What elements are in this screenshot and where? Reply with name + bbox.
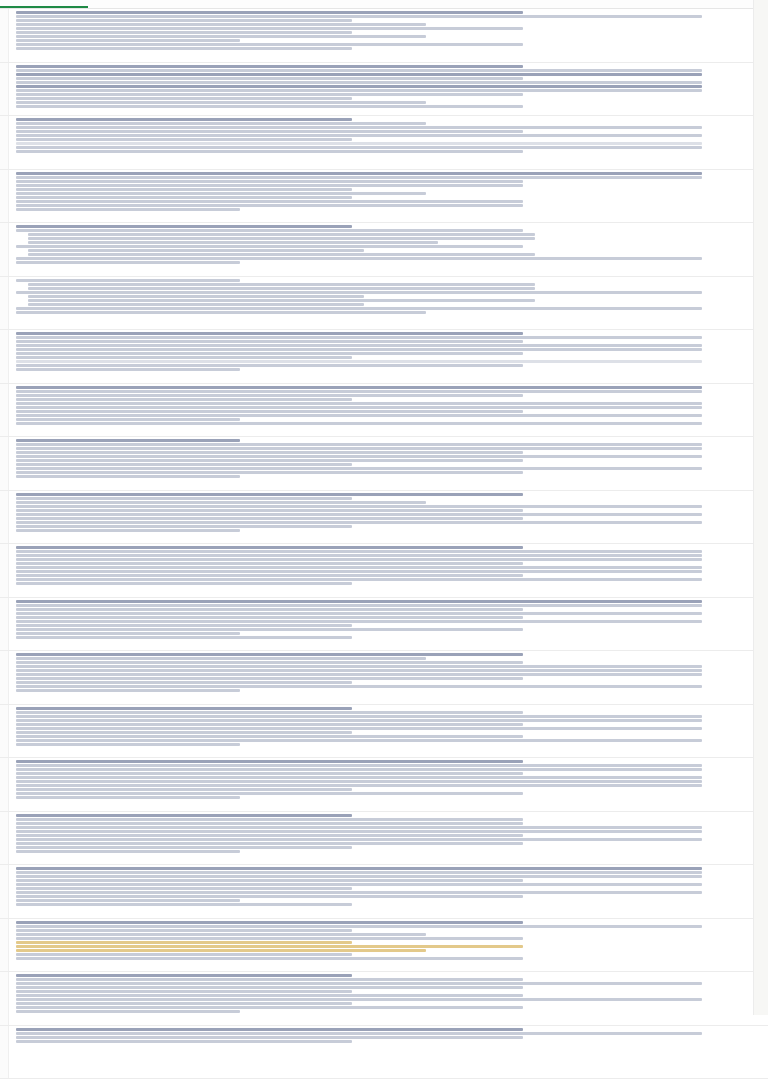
text-line [16,846,352,849]
text-line [16,796,240,799]
text-line [16,895,523,898]
text-line [16,525,352,528]
text-line [16,291,702,294]
text-line [16,582,352,585]
text-line [16,105,523,108]
row-header[interactable] [0,972,9,1025]
app-toolbar [0,0,768,9]
cell-text[interactable] [16,814,762,863]
row-header[interactable] [0,651,9,704]
row-header[interactable] [0,705,9,758]
text-line [16,1036,523,1039]
text-line [16,925,702,928]
text-line [16,929,352,932]
text-line [16,727,702,730]
text-line [16,628,523,631]
row-header[interactable] [0,223,9,276]
text-line [16,360,702,363]
text-line [16,73,702,76]
text-line [16,574,523,577]
text-line [16,830,702,833]
text-line [16,43,523,46]
text-line [16,883,702,886]
text-line [16,834,523,837]
text-line [16,612,702,615]
text-line [16,65,523,68]
text-line [16,871,702,874]
text-line [16,921,523,924]
row-header[interactable] [0,116,9,169]
text-line [16,957,523,960]
table-row[interactable] [0,919,768,973]
text-line [16,390,702,393]
text-line [16,245,523,248]
text-line [16,776,702,779]
cell-text[interactable] [16,332,762,381]
row-header[interactable] [0,919,9,972]
text-line [16,937,523,940]
text-line [16,1006,523,1009]
text-line [16,780,702,783]
text-line [16,47,352,50]
text-line [16,743,240,746]
text-line [16,608,523,611]
text-line [16,887,352,890]
row-header[interactable] [0,63,9,116]
table-row[interactable] [0,1026,768,1079]
text-line [16,554,702,557]
text-line [16,632,240,635]
text-line [16,279,240,282]
text-line [16,443,702,446]
text-line [16,994,523,997]
text-line [16,982,702,985]
text-line [16,517,523,520]
text-line [16,447,702,450]
text-line [16,822,523,825]
table-row[interactable] [0,544,768,598]
text-line [16,600,702,603]
cell-text[interactable] [16,172,762,221]
text-line [16,208,240,211]
text-line [16,945,523,948]
text-line [16,406,702,409]
text-line [16,711,523,714]
text-line [16,903,352,906]
text-line [16,707,352,710]
text-line [16,229,523,232]
text-line [16,15,702,18]
text-line [16,422,702,425]
text-line [16,566,702,569]
text-line [16,838,702,841]
text-line [16,653,523,656]
text-line [16,513,702,516]
table-row[interactable] [0,758,768,812]
text-line [16,475,240,478]
row-header[interactable] [0,865,9,918]
text-line [16,93,523,96]
text-line [16,180,523,183]
text-line [16,677,523,680]
text-line [28,295,364,298]
text-line [16,493,523,496]
cell-text[interactable] [16,707,762,756]
text-line [16,978,523,981]
row-header[interactable] [0,491,9,544]
row-header[interactable] [0,330,9,383]
cell-text[interactable] [16,279,762,328]
text-line [16,344,702,347]
text-line [16,620,702,623]
text-line [16,35,426,38]
row-header[interactable] [0,384,9,437]
cell-text[interactable] [16,1028,762,1077]
text-line [16,990,352,993]
text-line [16,336,702,339]
text-line [16,685,702,688]
table-row[interactable] [0,223,768,277]
text-line [16,723,523,726]
text-line [16,570,702,573]
text-line [16,89,702,92]
text-line [16,521,702,524]
row-header[interactable] [0,812,9,865]
text-line [28,299,535,302]
text-line [16,81,702,84]
cell-text[interactable] [16,225,762,274]
text-line [16,146,702,149]
text-line [16,1040,352,1043]
text-line [16,467,702,470]
text-line [16,196,352,199]
text-line [16,661,523,664]
text-line [16,126,702,129]
table-row[interactable] [0,812,768,866]
text-line [16,134,702,137]
text-line [28,287,535,290]
text-line [16,578,702,581]
text-line [16,562,523,565]
table-row[interactable] [0,277,768,331]
text-line [16,529,240,532]
text-line [16,77,523,80]
cell-text[interactable] [16,600,762,649]
text-line [16,826,702,829]
text-line [16,261,240,264]
text-line [16,986,523,989]
text-line [16,11,523,14]
text-line [16,19,352,22]
text-line [16,23,426,26]
text-line [16,332,523,335]
text-line [16,891,702,894]
text-line [16,636,352,639]
row-header[interactable] [0,437,9,490]
text-line [16,739,702,742]
text-line [16,673,702,676]
text-line [16,455,702,458]
table-row[interactable] [0,598,768,652]
text-line [16,1028,523,1031]
text-line [16,814,352,817]
text-line [16,735,523,738]
row-header[interactable] [0,1026,9,1079]
text-line [16,418,240,421]
text-line [16,142,702,145]
text-line [16,974,352,977]
text-line [16,225,352,228]
text-line [16,402,702,405]
table-row[interactable] [0,491,768,545]
cell-text[interactable] [16,65,762,114]
text-line [16,689,240,692]
text-line [28,241,438,244]
text-line [16,172,702,175]
spreadsheet-grid[interactable] [0,9,768,1024]
text-line [16,616,523,619]
text-line [28,233,535,236]
table-row[interactable] [0,705,768,759]
text-line [16,364,523,367]
text-line [16,352,523,355]
row-header[interactable] [0,9,9,62]
text-line [16,176,702,179]
text-line [16,719,702,722]
text-line [16,368,240,371]
cell-text[interactable] [16,386,762,435]
table-row[interactable] [0,116,768,170]
text-line [16,550,702,553]
cell-text[interactable] [16,11,762,60]
text-line [16,27,523,30]
text-line [16,471,523,474]
text-line [16,1032,702,1035]
text-line [16,311,426,314]
row-header[interactable] [0,277,9,330]
text-line [16,386,702,389]
cell-text[interactable] [16,653,762,702]
text-line [16,439,240,442]
text-line [16,998,702,1001]
text-line [16,505,702,508]
text-line [28,237,535,240]
text-line [16,818,523,821]
text-line [16,509,523,512]
table-row[interactable] [0,9,768,63]
cell-text[interactable] [16,493,762,542]
text-line [16,792,523,795]
cell-text[interactable] [16,546,762,595]
text-line [16,410,523,413]
text-line [16,31,352,34]
text-line [16,772,523,775]
text-line [16,899,240,902]
text-line [16,188,352,191]
text-line [16,842,523,845]
text-line [16,768,702,771]
text-line [16,118,352,121]
text-line [16,138,352,141]
text-line [16,130,523,133]
table-row[interactable] [0,384,768,438]
text-line [16,150,523,153]
text-line [28,303,364,306]
row-header[interactable] [0,544,9,597]
table-row[interactable] [0,63,768,117]
text-line [16,398,352,401]
row-header[interactable] [0,170,9,223]
text-line [16,97,352,100]
text-line [16,348,702,351]
text-line [16,715,702,718]
table-row[interactable] [0,330,768,384]
text-line [16,497,352,500]
text-line [16,85,702,88]
text-line [16,784,702,787]
text-line [16,879,523,882]
text-line [16,941,352,944]
text-line [16,340,523,343]
vertical-scrollbar[interactable] [753,0,768,1015]
text-line [16,184,523,187]
text-line [16,122,426,125]
table-row[interactable] [0,170,768,224]
text-line [16,101,426,104]
text-line [16,356,352,359]
cell-text[interactable] [16,118,762,167]
table-row[interactable] [0,972,768,1026]
cell-text[interactable] [16,439,762,488]
text-line [16,788,352,791]
text-line [16,624,352,627]
text-line [16,669,702,672]
text-line [16,414,702,417]
cell-text[interactable] [16,921,762,970]
text-line [16,681,352,684]
text-line [16,451,523,454]
table-row[interactable] [0,437,768,491]
text-line [16,39,240,42]
text-line [16,1002,352,1005]
text-line [16,546,523,549]
text-line [16,307,702,310]
text-line [16,953,352,956]
text-line [16,604,702,607]
text-line [16,949,426,952]
row-header[interactable] [0,598,9,651]
text-line [16,257,702,260]
text-line [16,1010,240,1013]
text-line [16,731,352,734]
text-line [16,665,702,668]
cell-text[interactable] [16,867,762,916]
text-line [16,558,702,561]
text-line [28,283,535,286]
text-line [16,501,426,504]
text-line [16,875,702,878]
text-line [16,200,523,203]
text-line [16,850,240,853]
active-tab-indicator [0,6,88,8]
cell-text[interactable] [16,974,762,1023]
text-line [28,249,364,252]
text-line [28,253,535,256]
text-line [16,463,352,466]
text-line [16,867,702,870]
table-row[interactable] [0,651,768,705]
text-line [16,933,426,936]
text-line [16,760,523,763]
text-line [16,192,426,195]
table-row[interactable] [0,865,768,919]
text-line [16,69,702,72]
text-line [16,764,702,767]
text-line [16,394,523,397]
text-line [16,657,426,660]
text-line [16,204,523,207]
row-header[interactable] [0,758,9,811]
cell-text[interactable] [16,760,762,809]
text-line [16,459,523,462]
